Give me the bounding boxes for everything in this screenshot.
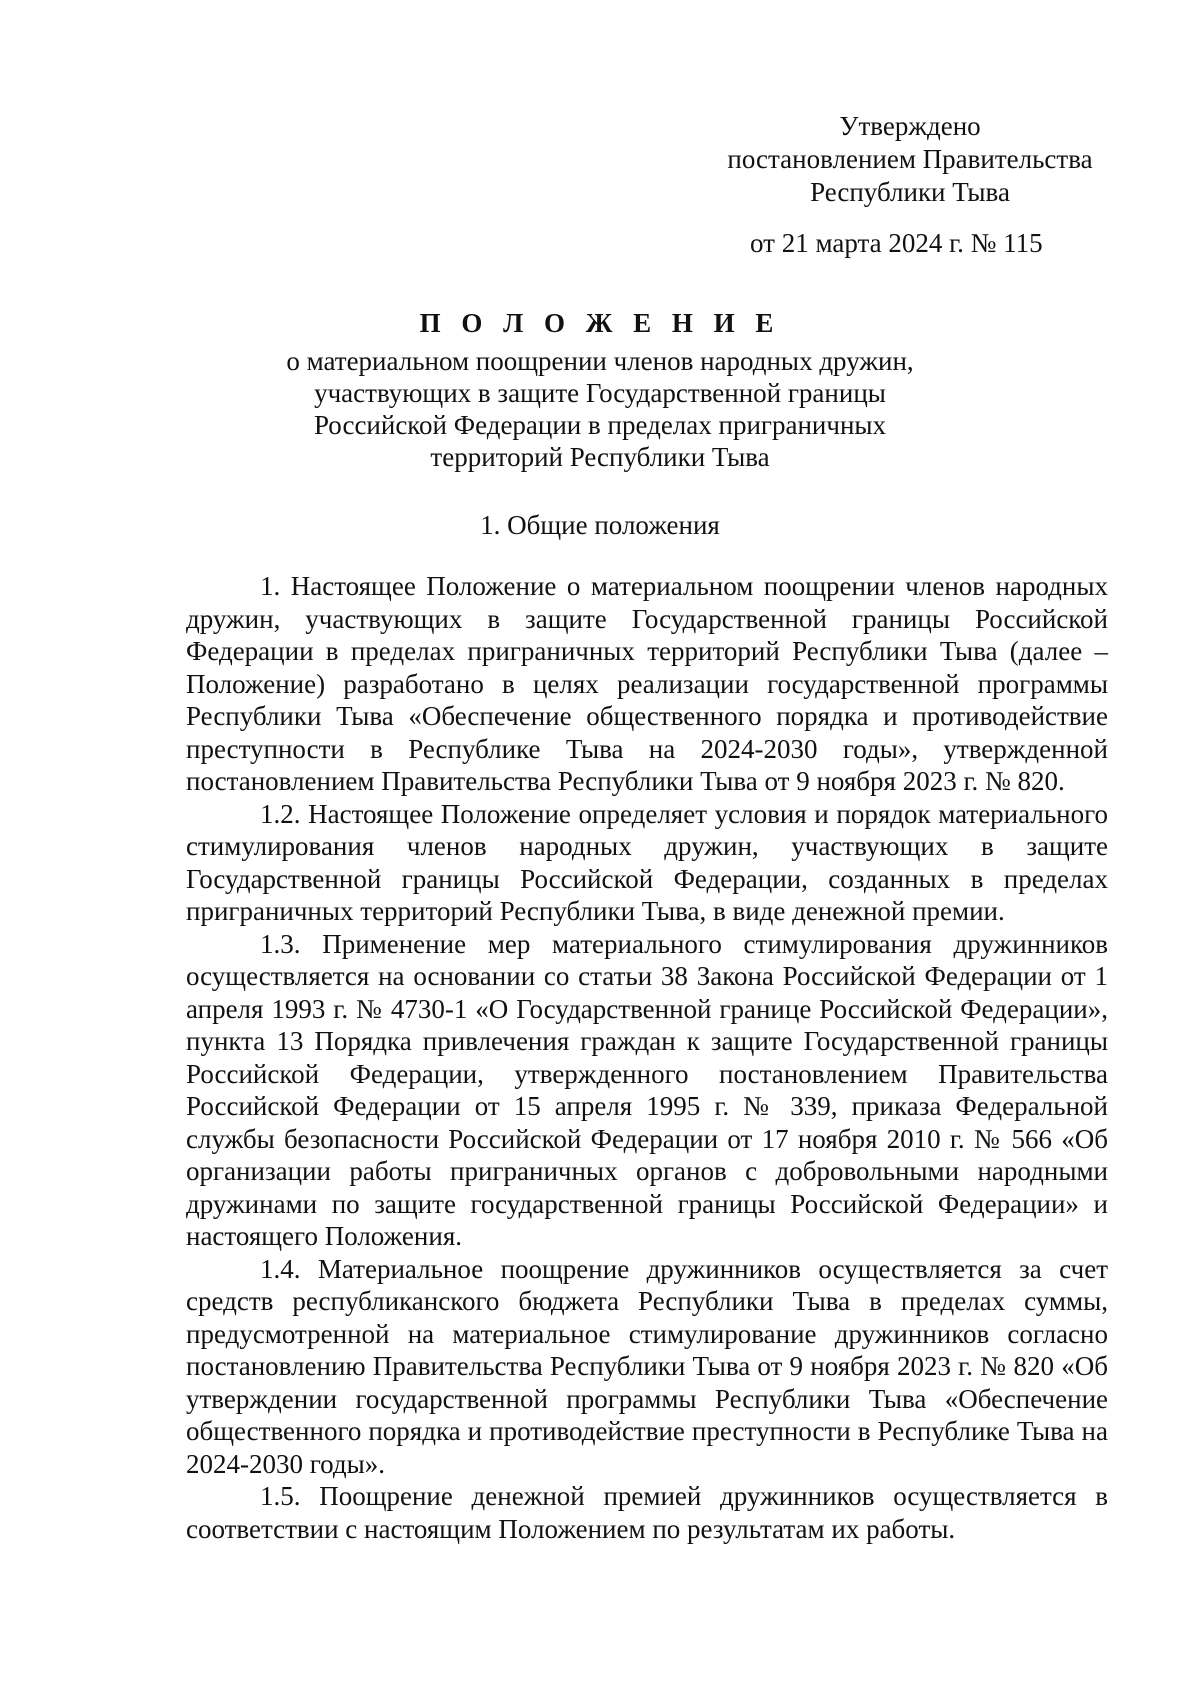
subtitle-line: территорий Республики Тыва: [430, 442, 770, 472]
paragraph-1-3: 1.3. Применение мер материального стимулирования дружинников осуществляется на основании со статьи 38 Закона Российской Федерации от 1 апреля 1993 г. № 4730-1 «О Государственной границе Российской Федерации», пункта 13 Порядка привлечения граждан к защите Государственной границы Российской Федерации, утвержденного постановлением Правительства Российской Федерации от 15 апреля 1995 г. № 339, приказа Федеральной службы безопасности Российской Федерации от 17 ноября 2010 г. № 566 «Об организации работы приграничных органов с добровольными народными дружинами по защите государственной границы Российской Федерации» и настоящего Положения.: [186, 928, 1108, 1251]
section-heading: 1. Общие положения: [480, 510, 720, 540]
document-title: П О Л О Ж Е Н И Е: [419, 308, 781, 338]
approval-line-republic: Республики Тыва: [810, 177, 1010, 207]
subtitle-line: о материальном поощрении членов народных дружин,: [286, 346, 914, 376]
paragraph-1-5: 1.5. Поощрение денежной премией дружинников осуществляется в соответствии с настоящим Положением по результатам их работы.: [186, 1481, 1108, 1544]
paragraph-1-2: 1.2. Настоящее Положение определяет условия и порядок материального стимулирования членов народных дружин, участвующих в защите Государственной границы Российской Федерации, созданных в пределах приграничных территорий Республики Тыва, в виде денежной премии.: [186, 798, 1108, 926]
approval-line-approved: Утверждено: [839, 111, 981, 141]
paragraph-1: 1. Настоящее Положение о материальном поощрении членов народных дружин, участвующих в защите Государственной границы Российской Федерации в пределах приграничных территорий Республики Тыва (далее – Положение) разработано в целях реализации государственной программы Республики Тыва «Обеспечение общественного порядка и противодействие преступности в Республике Тыва на 2024-2030 годы», утвержденной постановлением Правительства Республики Тыва от 9 ноября 2023 г. № 820.: [186, 571, 1108, 796]
subtitle-line: Российской Федерации в пределах приграничных: [313, 410, 887, 440]
approval-line-decree: постановлением Правительства: [727, 144, 1093, 174]
document-title-block: [0, 305, 1200, 473]
document-body: [186, 570, 1108, 1545]
approval-date: от 21 марта 2024 г. № 115: [750, 228, 1043, 258]
approval-stamp: [700, 110, 1120, 260]
paragraph-1-4: 1.4. Материальное поощрение дружинников осуществляется за счет средств республиканского бюджета Республики Тыва в пределах суммы, предусмотренной на материальное стимулирование дружинников согласно постановлению Правительства Республики Тыва от 9 ноября 2023 г. № 820 «Об утверждении государственной программы Республики Тыва «Обеспечение общественного порядка и противодействие преступности в Республике Тыва на 2024-2030 годы».: [186, 1253, 1108, 1479]
document-subtitle: [0, 345, 1200, 473]
subtitle-line: участвующих в защите Государственной границы: [314, 378, 886, 408]
